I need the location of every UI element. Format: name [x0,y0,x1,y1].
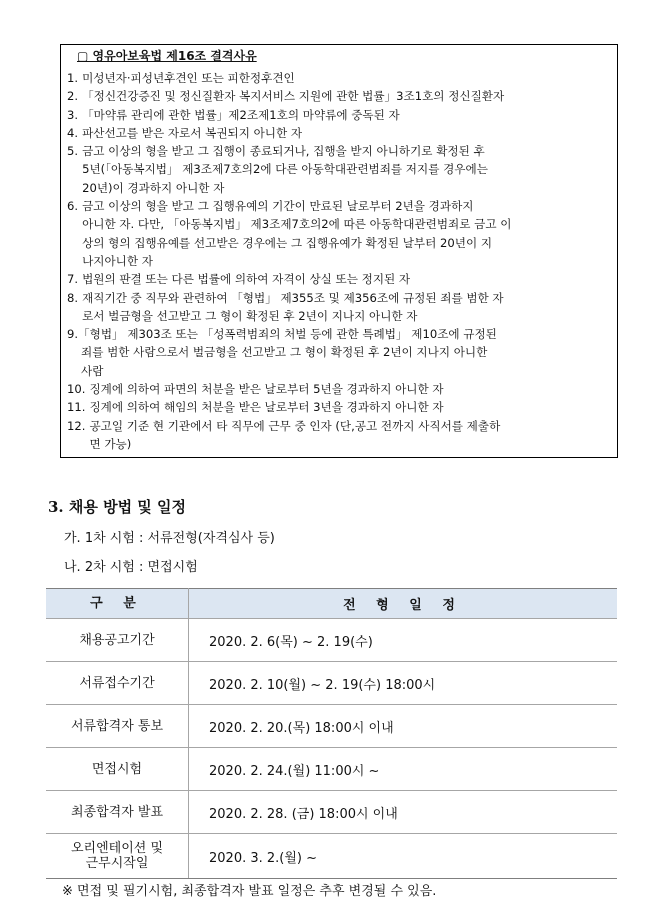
list-item-line: 사람 [81,363,104,378]
list-item-text [82,289,611,326]
schedule-label: 오리엔테이션 및 근무시작일 [46,834,189,879]
list-item-line: 면 가능) [89,436,132,451]
box-title: ▢ 영유아보육법 제16조 결격사유 [77,49,257,63]
list-item-line: 징계에 의하여 파면의 처분을 받은 날로부터 5년을 경과하지 아니한 자 [89,382,444,397]
list-item-text [82,270,611,288]
list-item [67,87,611,105]
list-item-line: 금고 이상의 형을 받고 그 집행유예의 기간이 만료된 날로부터 2년을 경과하지 [82,199,474,214]
list-item-number: 2. [67,89,79,104]
list-item-number: 10. [67,382,86,397]
list-item [67,69,611,87]
list-item-text [82,197,611,270]
list-item-line: 아니한 자. 다만, 「아동복지법」 제3조제7호의2에 따른 아동학대관련범죄로 금고 이 [82,217,512,232]
list-item-line: 징계에 의하여 해임의 처분을 받은 날로부터 3년을 경과하지 아니한 자 [89,400,444,415]
list-item [67,289,611,326]
list-item-number: 11. [67,400,86,415]
list-item [67,270,611,288]
list-item [67,197,611,270]
table-row [46,748,617,791]
list-item [67,325,611,380]
header-category: 구 분 [46,589,189,619]
list-item-text [82,106,611,124]
table-row [46,662,617,705]
header-schedule: 전 형 일 정 [189,589,618,619]
section-title: 3. 채용 방법 및 일정 [48,498,186,516]
list-item-number: 1. [67,71,79,85]
schedule-label: 채용공고기간 [46,619,189,662]
list-item-number: 8. [67,290,79,305]
list-item-number: 4. [67,125,79,140]
disqualification-box [60,44,618,458]
list-item-line: 죄를 범한 사람으로서 벌금형을 선고받고 그 형이 확정된 후 2년이 지나지 아니한 [81,345,488,360]
list-item [67,124,611,142]
schedule-label: 면접시험 [46,748,189,791]
schedule-value: 2020. 2. 24.(월) 11:00시 ~ [189,748,618,791]
list-item [67,417,611,454]
list-item-text [89,380,611,398]
list-item-line: 로서 벌금형을 선고받고 그 형이 확정된 후 2년이 지나지 아니한 자 [82,308,418,323]
schedule-table [46,588,617,879]
list-item [67,380,611,398]
list-item-line: 금고 이상의 형을 받고 그 집행이 종료되거나, 집행을 받지 아니하기로 확정된 후 [82,144,485,159]
schedule-note: ※ 면접 및 필기시험, 최종합격자 발표 일정은 추후 변경될 수 있음. [62,884,437,899]
schedule-value: 2020. 3. 2.(월) ~ [189,834,618,879]
schedule-value: 2020. 2. 6(목) ~ 2. 19(수) [189,619,618,662]
list-item-text [89,417,611,454]
list-item-text [89,398,611,416]
list-item-line: 파산선고를 받은 자로서 복권되지 아니한 자 [82,125,303,140]
list-item-line: 상의 형의 집행유예를 선고받은 경우에는 그 집행유예가 확정된 날부터 20년이 지 [82,235,493,250]
schedule-value: 2020. 2. 10(월) ~ 2. 19(수) 18:00시 [189,662,618,705]
table-row [46,791,617,834]
table-row [46,834,617,879]
schedule-body [46,619,617,879]
table-row [46,705,617,748]
list-item-line: 미성년자·피성년후견인 또는 피한정후견인 [82,71,295,85]
list-item-line: 「마약류 관리에 관한 법률」제2조제1호의 마약류에 중독된 자 [82,107,400,122]
list-item-number: 5. [67,144,79,159]
list-item-line: 법원의 판결 또는 다른 법률에 의하여 자격이 상실 또는 정지된 자 [82,272,411,287]
schedule-header-row [46,589,617,619]
list-item-text [82,124,611,142]
list-item-number: 3. [67,107,79,122]
list-item-line: 20년)이 경과하지 아니한 자 [82,180,225,195]
second-exam-line: 나. 2차 시험 : 면접시험 [64,560,198,575]
list-item-line: 9.「형법」 제303조 또는 「성폭력범죄의 처벌 등에 관한 특례법」 제10조에 규정된 [67,327,497,342]
schedule-value: 2020. 2. 28. (금) 18:00시 이내 [189,791,618,834]
list-item [67,398,611,416]
list-item [67,106,611,124]
schedule-label: 최종합격자 발표 [46,791,189,834]
first-exam-line: 가. 1차 시험 : 서류전형(자격심사 등) [64,531,275,546]
disqualification-list [67,69,611,453]
list-item-line: 「정신건강증진 및 정신질환자 복지서비스 지원에 관한 법률」3조1호의 정신질환자 [82,89,505,104]
list-item [67,142,611,197]
table-row [46,619,617,662]
list-item-text [82,142,611,197]
list-item-line: 나지아니한 자 [82,253,153,268]
schedule-label: 서류합격자 통보 [46,705,189,748]
list-item-line: 5년(「아동복지법」 제3조제7호의2에 다른 아동학대관련범죄를 저지를 경우에는 [82,162,488,177]
list-item-number: 12. [67,418,86,433]
list-item-text [82,69,611,87]
list-item-line: 공고일 기준 현 기관에서 타 직무에 근무 중 인자 (단,공고 전까지 사직서를 제출하 [89,418,501,433]
list-item-line: 재직기간 중 직무와 관련하여 「형법」 제355조 및 제356조에 규정된 죄를 범한 자 [82,290,504,305]
schedule-label: 서류접수기간 [46,662,189,705]
list-item-text [82,87,611,105]
list-item-number: 6. [67,199,79,214]
schedule-value: 2020. 2. 20.(목) 18:00시 이내 [189,705,618,748]
list-item-number: 7. [67,272,79,287]
